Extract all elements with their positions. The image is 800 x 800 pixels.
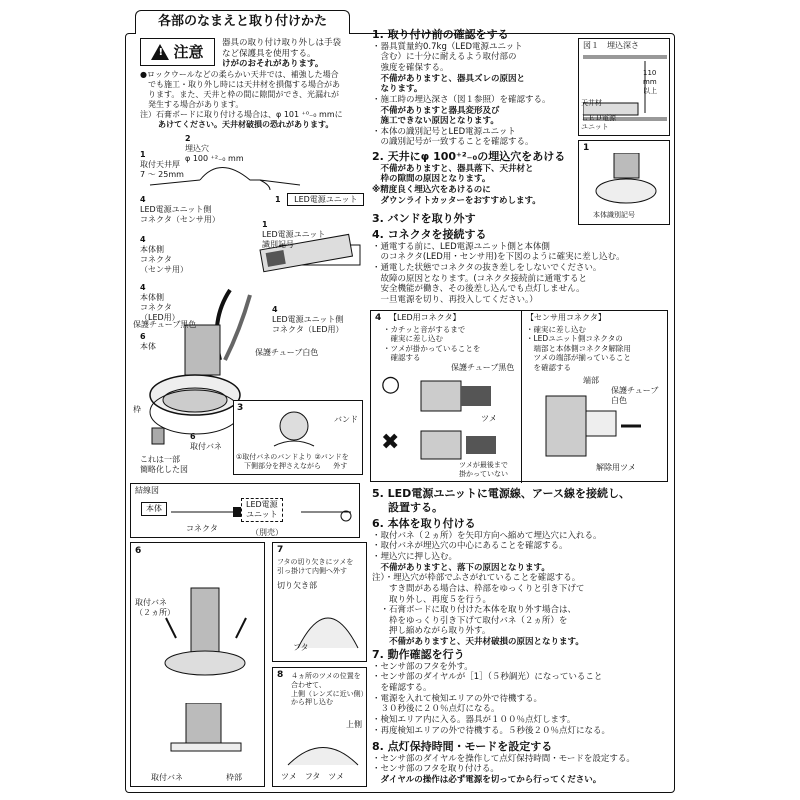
led-line: ・ツメが掛かっていることを [383, 343, 481, 353]
step5-line: 設置する。 [388, 500, 443, 514]
caution-text [222, 38, 372, 70]
step3-caption-line: ②バンドを [314, 453, 349, 461]
thickness-label [140, 150, 184, 180]
body-text: 本体 [140, 342, 156, 351]
connector-fig-number: 4 [375, 313, 382, 323]
sensor-connector-illustration [536, 391, 646, 466]
connector-figure [370, 310, 668, 482]
caution-line: けがのおそれがあります。 [222, 59, 324, 70]
wiring-unit-line: LED電源 [246, 500, 278, 509]
step3-caption-line: ①取付バネのバンドより [236, 453, 313, 461]
wiring-title: 結線図 [135, 486, 159, 495]
step4-line: 一旦電源を切り、再投入してください。） [372, 294, 538, 305]
claw-note [459, 461, 508, 479]
step7-line: ３０秒後に２０％点灯になる。 [372, 704, 500, 715]
thickness-line: 7 〜 25mm [140, 170, 184, 179]
tube-black-label: 保護チューブ黒色 [133, 320, 197, 329]
step6-line: ・取付バネ（２ヵ所）を矢印方向へ縮めて埋込穴に入れる。 [372, 530, 602, 541]
simplified-line: これは一部 [140, 455, 180, 464]
claw-note-line: 掛かっていない [459, 469, 508, 478]
fig1-unit-line: ユニット [581, 122, 609, 131]
fig8-caption-line: 上側（レンズに近い側） [291, 689, 368, 698]
step4-line: 安全機能が働き、その後差し込んでも点灯しません。 [372, 284, 585, 295]
conn-tube-black: 保護チューブ黒色 [451, 363, 515, 372]
step5 [372, 487, 672, 515]
hole-number: 2 [185, 134, 191, 143]
unit-label [275, 195, 364, 205]
fig8-claw: ツメ [281, 772, 297, 781]
step4 [372, 228, 672, 306]
step8-line: ・センサ部のフタを取り付ける。 [372, 764, 499, 775]
step1-line: 不備がありますと器具変形及び [372, 105, 500, 116]
fig6-illustration-top [161, 558, 261, 678]
step1-heading: 1. 取り付け前の確認をする [372, 28, 509, 41]
fig8 [272, 667, 367, 787]
step3-caption [236, 453, 364, 471]
fig8-claw: ツメ [328, 772, 345, 781]
fig1b-number: 1 [583, 143, 590, 153]
step2 [372, 150, 582, 206]
fig6-illustration-bottom [161, 703, 261, 763]
step3 [372, 212, 672, 226]
step6-line: ・埋込穴に押し込む。 [372, 552, 458, 562]
fig6-springs-line: 取付バネ [135, 598, 167, 607]
sensor-line: を確認する [526, 362, 571, 372]
step1-line: ・本体の識別記号とLED電源ユニット [372, 126, 516, 137]
step3-heading: 3. バンドを取り外す [372, 212, 476, 225]
unit-led-connector-label [272, 305, 344, 335]
body-led-connector-label [140, 283, 180, 323]
note-line: 発生する場合があります。 [148, 100, 244, 109]
fig7-notch: 切り欠き部 [277, 581, 317, 590]
sensor-connector-label [140, 195, 220, 225]
led-line: 確実に差し込む [383, 334, 443, 344]
fig7 [272, 542, 367, 662]
unit-label-box: LED電源ユニット [287, 193, 364, 206]
step4-line: ・通電する前に、LED電源ユニット側と本体側 [372, 241, 550, 252]
step2-line: ダウンライトカッターをおすすめします。 [372, 195, 541, 206]
body-led-number: 4 [140, 283, 146, 292]
unit-id-line: 識別記号 [262, 240, 294, 249]
unit-led-line: LED電源ユニット側 [272, 315, 344, 324]
note-line: あけてください。天井材破損の恐れがあります。 [158, 120, 334, 129]
step4-heading: 4. コネクタを接続する [372, 228, 487, 241]
unit-led-line: コネクタ（LED用） [272, 325, 344, 334]
fig1b-illustration [594, 153, 664, 208]
page-title: 各部のなまえと取り付けかた [135, 10, 350, 34]
step6-line: 取り外し、再度５を行う。 [372, 594, 492, 605]
wiring-diagram [130, 483, 360, 538]
step6-line: 不備がありますと、天井材破損の原因となります。 [372, 637, 584, 647]
step1-line: ・施工時の埋込深さ（図１参照）を確認する。 [372, 94, 551, 105]
unit-id-number: 1 [262, 220, 268, 229]
fig6-spring: 取付バネ [151, 773, 183, 782]
spring-number: 6 [190, 432, 196, 441]
frame-label: 枠 [133, 405, 141, 414]
spring-label [190, 432, 222, 452]
fig7-caption-line: 引っ掛けて内側へ外す [277, 566, 347, 575]
sensor-tube-line: 保護チューブ [611, 386, 659, 395]
fig1b-caption: 本体識別記号 [593, 211, 635, 219]
thickness-line: 取付天井厚 [140, 160, 180, 169]
ok-icon: ○ [381, 372, 401, 397]
release-claw-label: 解除用ツメ [596, 463, 636, 472]
step3-figure [233, 400, 363, 475]
sensor-connector-instructions [526, 325, 631, 372]
gypsum-note [140, 110, 370, 130]
note-line: 注）石膏ボードに取り付ける場合は、φ 101 ⁺⁰₋₀ mmに [140, 110, 343, 119]
step7-line: ・電源を入れて検知エリアの外で待機する。 [372, 693, 543, 704]
step3-number: 3 [237, 403, 244, 413]
spring-text: 取付バネ [190, 442, 222, 451]
step3-caption-line: 外す [333, 461, 348, 470]
step6-line: 枠をゆっくり引き下げて取付バネ（２ヵ所）を [372, 615, 568, 626]
claw-note-line: ツメが最後まで [459, 461, 508, 469]
fig1-depth-value: 110 [643, 69, 657, 77]
hole-label-line: 埋込穴 [185, 144, 209, 153]
caution-badge [140, 38, 215, 66]
body-sensor-line: コネクタ [140, 255, 172, 264]
conn-claw: ツメ [481, 414, 497, 423]
led-line: ・カチッと音がするまで [383, 325, 466, 334]
simplified-line: 簡略化した図 [140, 465, 188, 474]
caution-label: 注意 [173, 42, 204, 61]
led-connector-ng-illustration [411, 426, 511, 466]
fig8-caption-line: から押し込む [291, 698, 333, 707]
sensor-line: ・確実に差し込む [526, 325, 586, 334]
step1-line: なります。 [372, 84, 423, 95]
step2-line: 不備がありますと、器具落下、天井材と [372, 163, 534, 174]
step7-line: ・再度検知エリアの外で待機する。５秒後２０％点灯になる。 [372, 725, 611, 736]
caution-line: など保護具を使用する。 [222, 48, 316, 59]
body-number: 6 [140, 332, 146, 341]
fig7-caption-line: フタの切り欠きにツメを [277, 558, 354, 566]
body-sensor-connector-label [140, 235, 188, 275]
step8 [372, 740, 672, 786]
led-line: 確認する [383, 353, 421, 363]
wiring-connector: コネクタ [186, 524, 218, 533]
body-led-line: （LED用） [140, 313, 180, 322]
step1 [372, 28, 582, 148]
wiring-lines [171, 504, 356, 524]
step3-caption-line: 下側部分を押さえながら [244, 461, 321, 470]
fig6 [130, 542, 265, 787]
step5-heading: 5. LED電源ユニットに電源線、アース線を接続し、 [372, 487, 630, 500]
step1-line: 強度を確保する。 [372, 63, 449, 73]
wiring-body: 本体 [141, 502, 167, 516]
step4-line: ・通電した状態でコネクタの抜き差しをしないでください。 [372, 263, 602, 273]
fig1 [578, 38, 670, 136]
fig8-labels [281, 772, 344, 782]
wiring-separate: （別売） [251, 528, 283, 537]
step7 [372, 648, 672, 736]
step1-line: の識別記号が一致することを確認する。 [372, 137, 534, 148]
step6-line: 不備がありますと、落下の原因となります。 [372, 562, 550, 573]
step1-line: 施工できない原因となります。 [372, 116, 499, 127]
note-line: でも施工・取り外し時には天井材を損傷する場合があ [148, 80, 340, 89]
ng-icon: ✖ [381, 430, 400, 455]
hole-label-line: φ 100 ⁺²₋₀ mm [185, 154, 244, 163]
simplified-note [140, 455, 188, 475]
step1-line: 不備がありますと、器具ズレの原因と [372, 73, 526, 84]
sensor-line: ツメの端部が揃っていること [526, 353, 631, 363]
wiring-unit-line: ユニット [246, 510, 278, 519]
step6-line: ・取付バネが埋込穴の中心にあることを確認する。 [372, 541, 568, 552]
sensor-connector-line: LED電源ユニット側 [140, 205, 212, 214]
step6-line: 注）・埋込穴が枠部でふさがれていることを確認する。 [372, 573, 581, 584]
unit-id-label [262, 220, 325, 250]
unit-led-number: 4 [272, 305, 278, 314]
note-line: ります。また、天井と枠の間に隙間ができ、光漏れが [148, 90, 340, 99]
warning-icon [151, 44, 169, 60]
body-sensor-number: 4 [140, 235, 146, 244]
fig7-caption [277, 558, 353, 576]
caution-line: 器具の取り付け取り外しは手袋 [222, 38, 342, 48]
led-connector-instructions [383, 325, 480, 363]
fig1-depth-unit: mm [643, 77, 657, 86]
rockwool-note [140, 70, 370, 110]
fig1-unit-line: ＬＥＤ電源 [581, 114, 616, 122]
hole-label [185, 134, 244, 164]
tube-white-label: 保護チューブ白色 [255, 348, 319, 357]
step4-line: のコネクタ(LED用・センサ用)を下図のように確実に差し込む。 [372, 252, 625, 263]
fig8-lid: フタ [304, 772, 321, 781]
step1-line: ・器具質量約0.7kg（LED電源ユニット [372, 41, 523, 52]
step6-heading: 6. 本体を取り付ける [372, 517, 476, 530]
fig8-caption-line: ４ヵ所のツメの位置を [291, 672, 361, 680]
fig1-depth [643, 69, 657, 95]
fig1-title: 図１ 埋込深さ [583, 41, 639, 50]
step8-line: ・センサ部のダイヤルを操作して点灯保持時間・モードを設定する。 [372, 753, 635, 764]
fig8-illustration [283, 730, 363, 770]
sensor-tube-line: 白色 [611, 396, 627, 405]
sensor-connector-line: コネクタ（センサ用） [140, 215, 220, 224]
sensor-connector-title: 【センサ用コネクタ】 [526, 313, 606, 322]
sensor-line: 端部と本体側コネクタ解除用 [526, 343, 631, 353]
step6-line: ・石膏ボードに取り付けた本体を取り外す場合は、 [372, 605, 577, 616]
fig1-unit [581, 114, 616, 132]
step7-heading: 7. 動作確認を行う [372, 648, 465, 661]
fig7-lid: フタ [293, 643, 309, 652]
fig6-frame: 枠部 [226, 773, 242, 782]
step4-line: 故障の原因となります。(コネクタ接続前に通電すると [372, 273, 587, 284]
fig8-caption-line: 合わせて、 [291, 680, 326, 689]
body-sensor-line: 本体側 [140, 245, 164, 254]
fig6-springs [135, 598, 175, 618]
step7-line: ・検知エリア内に入る。器具が１００％点灯します。 [372, 714, 576, 725]
step6-line: すき間がある場合は、枠部をゆっくりと引き下げて [372, 583, 585, 594]
step6 [372, 517, 672, 648]
thickness-number: 1 [140, 150, 146, 159]
fig1-ceiling: 天井材 [581, 99, 602, 107]
hand-illustration [264, 406, 324, 451]
body-led-line: 本体側 [140, 293, 164, 302]
led-connector-title: 【LED用コネクタ】 [389, 313, 461, 322]
step8-line: ダイヤルの操作は必ず電源を切ってから行ってください。 [372, 775, 602, 785]
step8-heading: 8. 点灯保持時間・モードを設定する [372, 740, 553, 753]
sensor-connector-number: 4 [140, 195, 146, 204]
body-sensor-line: （センサ用） [140, 265, 188, 274]
step7-line: を確認する。 [372, 683, 432, 693]
step2-line: 枠の隙間の原因となります。 [372, 174, 491, 185]
band-label: バンド [334, 415, 358, 424]
connector-divider [521, 311, 522, 483]
step1-line: 含む）に十分に耐えるよう取付部の [372, 52, 517, 63]
unit-id-line: LED電源ユニット [262, 230, 326, 239]
caution-box [140, 38, 365, 70]
sensor-line: ・LEDユニット側コネクタの [526, 334, 623, 344]
unit-number: 1 [275, 195, 281, 204]
fig8-caption [291, 672, 366, 707]
fig6-number: 6 [135, 546, 142, 556]
step7-line: ・センサ部のフタを外す。 [372, 661, 473, 672]
fig7-number: 7 [277, 545, 284, 555]
step7-line: ・センサ部のダイヤルが［1］（５秒調光）になっていること [372, 672, 603, 683]
fig1-depth-note: 以上 [643, 86, 657, 95]
end-label: 端部 [583, 376, 599, 385]
note-line: ●ロックウールなどの柔らかい天井では、補強した場合 [140, 70, 339, 79]
fig8-number: 8 [277, 670, 284, 680]
fig6-springs-line: （２ヵ所） [135, 608, 175, 617]
body-label [140, 332, 156, 352]
step2-line: ※精度良く埋込穴をあけるのに [372, 185, 491, 195]
step2-heading: 2. 天井にφ 100⁺²₋₀の埋込穴をあける [372, 150, 566, 163]
body-led-line: コネクタ [140, 303, 172, 312]
step6-line: 押し縮めながら取り外す。 [372, 626, 491, 637]
fig8-upper: 上側 [346, 720, 362, 729]
